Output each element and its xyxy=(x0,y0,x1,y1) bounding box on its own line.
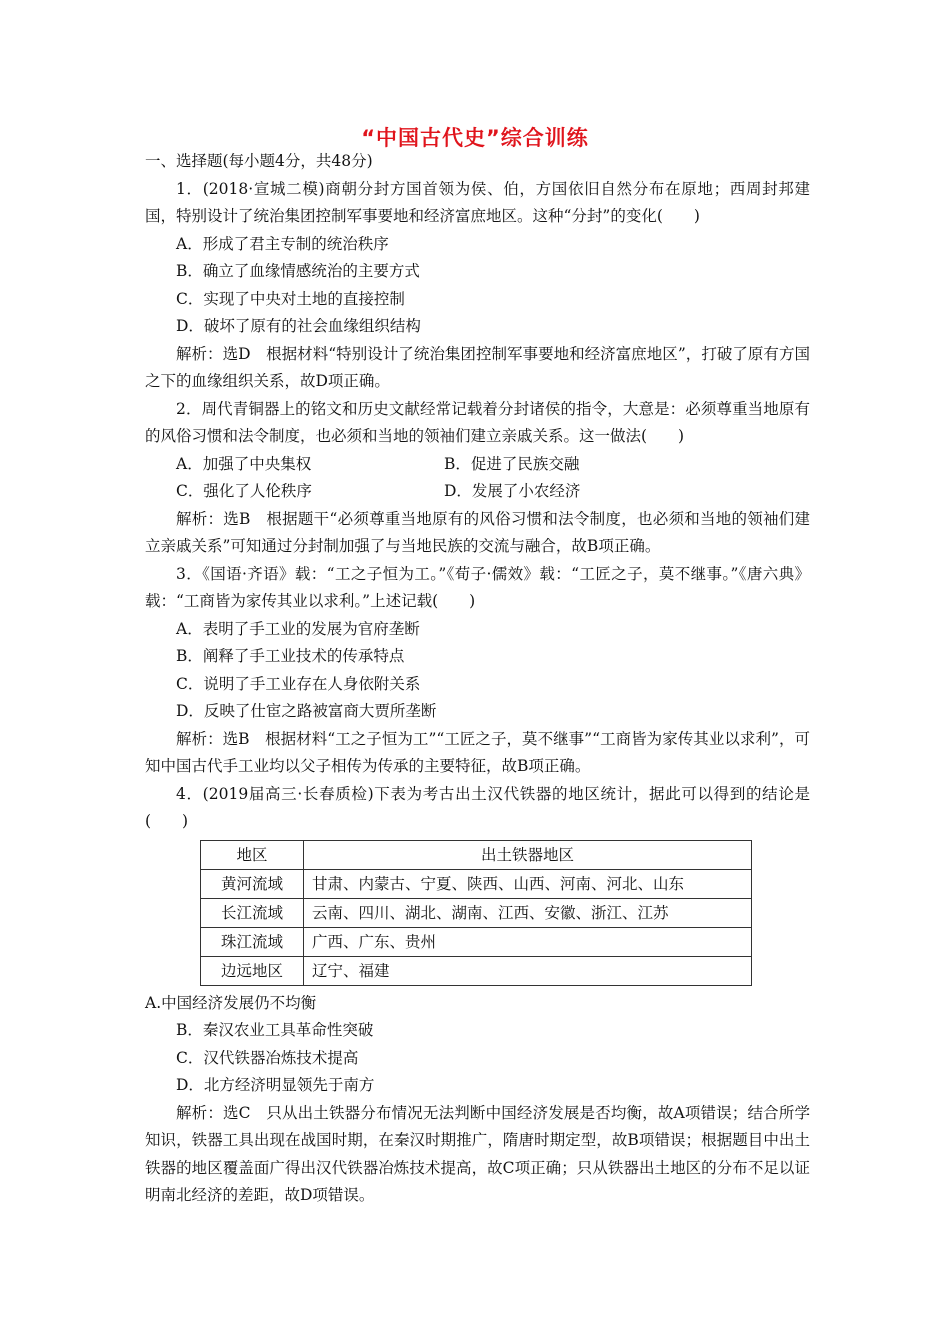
question-4-analysis: 解析：选C 只从出土铁器分布情况无法判断中国经济发展是否均衡，故A项错误；结合所学知识，铁器工具出现在战国时期，在秦汉时期推广，隋唐时期定型，故B项错误；根据题目中出土铁器的地区覆盖面广得出汉代铁器冶炼技术提高，故C项正确；只从铁器出土地区的分布不足以证明南北经济的差距，故D项错误。 xyxy=(145,1103,810,1204)
question-4-option-a: A.中国经济发展仍不均衡 xyxy=(145,993,317,1012)
table-cell-provinces: 广西、广东、贵州 xyxy=(304,927,752,956)
table-row xyxy=(201,956,752,985)
question-3-analysis: 解析：选B 根据材料“工之子恒为工”“工匠之子，莫不继事”“工商皆为家传其业以求利”，可知中国古代手工业均以父子相传为传承的主要特征，故B项正确。 xyxy=(145,729,810,775)
table-cell-region: 长江流域 xyxy=(201,898,304,927)
table-cell-region: 边远地区 xyxy=(201,956,304,985)
question-1-stem: 1．(2018·宣城二模)商朝分封方国首领为侯、伯，方国依旧自然分布在原地；西周封邦建国，特别设计了统治集团控制军事要地和经济富庶地区。这种“分封”的变化( ) xyxy=(145,179,810,225)
question-3-option-d: D．反映了仕宦之路被富商大贾所垄断 xyxy=(176,702,437,720)
section-heading: 一、选择题(每小题4分，共48分) xyxy=(145,152,373,170)
question-1-option-c: C．实现了中央对土地的直接控制 xyxy=(176,289,405,308)
table-header-row xyxy=(201,840,752,869)
question-3-option-c: C．说明了手工业存在人身依附关系 xyxy=(176,674,421,693)
page-title: “中国古代史”综合训练 xyxy=(361,126,589,150)
table-cell-provinces: 云南、四川、湖北、湖南、江西、安徽、浙江、江苏 xyxy=(304,898,752,927)
question-2-option-b: B．促进了民族交融 xyxy=(444,454,580,473)
table-header-provinces: 出土铁器地区 xyxy=(304,840,752,869)
question-2-stem: 2．周代青铜器上的铭文和历史文献经常记载着分封诸侯的指令，大意是：必须尊重当地原有的风俗习惯和法令制度，也必须和当地的领袖们建立亲戚关系。这一做法( ) xyxy=(145,399,810,445)
document-body xyxy=(145,148,810,1210)
question-4-option-c: C．汉代铁器冶炼技术提高 xyxy=(176,1048,359,1067)
question-3-option-b: B．阐释了手工业技术的传承特点 xyxy=(176,647,405,665)
iron-artifacts-table xyxy=(200,840,752,986)
question-2-option-a: A．加强了中央集权 xyxy=(176,454,312,473)
table-header-region: 地区 xyxy=(201,840,304,869)
question-2-options-row-2 xyxy=(145,478,810,506)
table-row xyxy=(201,927,752,956)
table-row xyxy=(201,869,752,898)
question-4-stem: 4．(2019届高三·长春质检)下表为考古出土汉代铁器的地区统计，据此可以得到的结论是( ) xyxy=(145,784,810,830)
table-cell-provinces: 辽宁、福建 xyxy=(304,956,752,985)
question-2-options-row-1 xyxy=(145,451,810,479)
question-1-analysis: 解析：选D 根据材料“特别设计了统治集团控制军事要地和经济富庶地区”，打破了原有方国之下的血缘组织关系，故D项正确。 xyxy=(145,344,810,390)
table-cell-region: 黄河流域 xyxy=(201,869,304,898)
question-2-option-d: D．发展了小农经济 xyxy=(444,482,581,500)
question-1-option-b: B．确立了血缘情感统治的主要方式 xyxy=(176,262,420,280)
question-3-stem: 3．《国语·齐语》载：“工之子恒为工。”《荀子·儒效》载：“工匠之子，莫不继事。”《唐六典》载：“工商皆为家传其业以求利。”上述记载( ) xyxy=(145,564,810,610)
question-4-option-d: D．北方经济明显领先于南方 xyxy=(176,1076,375,1094)
question-3-option-a: A．表明了手工业的发展为官府垄断 xyxy=(176,619,420,638)
question-2-option-c: C．强化了人伦秩序 xyxy=(176,482,312,500)
question-4-option-b: B．秦汉农业工具革命性突破 xyxy=(176,1021,374,1039)
question-1-option-a: A．形成了君主专制的统治秩序 xyxy=(176,234,389,253)
table-cell-provinces: 甘肃、内蒙古、宁夏、陕西、山西、河南、河北、山东 xyxy=(304,869,752,898)
table-cell-region: 珠江流域 xyxy=(201,927,304,956)
question-2-analysis: 解析：选B 根据题干“必须尊重当地原有的风俗习惯和法令制度，也必须和当地的领袖们建立亲戚关系”可知通过分封制加强了与当地民族的交流与融合，故B项正确。 xyxy=(145,509,810,555)
question-1-option-d: D．破坏了原有的社会血缘组织结构 xyxy=(176,317,421,335)
table-row xyxy=(201,898,752,927)
